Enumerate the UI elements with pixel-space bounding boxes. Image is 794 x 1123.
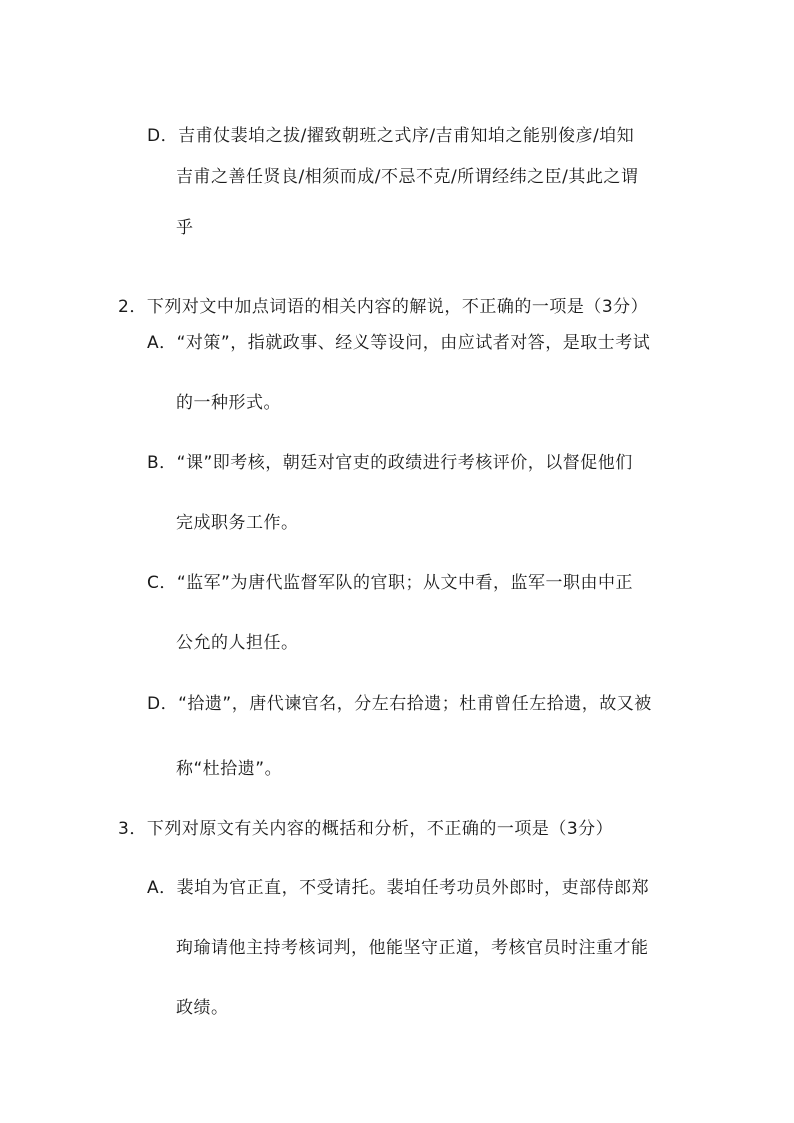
q3-option-a-line1: A．裴垍为官正直，不受请托。裴垍任考功员外郎时，吏部侍郎郑	[147, 878, 650, 898]
q2-option-a-line1: A．“对策”，指就政事、经义等设问，由应试者对答，是取士考试	[147, 333, 651, 353]
q2-option-c-line1: C．“监军”为唐代监督军队的官职；从文中看，监军一职由中正	[147, 573, 633, 593]
q2-option-b-line1: B．“课”即考核，朝廷对官吏的政绩进行考核评价，以督促他们	[147, 453, 633, 473]
q2-option-a-line2: 的一种形式。	[176, 393, 281, 413]
q3-stem: 3．下列对原文有关内容的概括和分析，不正确的一项是（3分）	[118, 819, 614, 839]
q1-option-d-line1: D．吉甫仗裴垍之拔/擢致朝班之式序/吉甫知垍之能别俊彦/垍知	[147, 126, 635, 146]
q1-option-d-line2: 吉甫之善任贤良/相须而成/不忌不克/所谓经纬之臣/其此之谓	[176, 167, 639, 187]
q2-stem: 2．下列对文中加点词语的相关内容的解说，不正确的一项是（3分）	[118, 297, 649, 317]
q3-option-a-line2: 珣瑜请他主持考核词判，他能坚守正道，考核官员时注重才能	[176, 938, 649, 958]
q1-option-d-line3: 乎	[176, 218, 194, 238]
q2-option-c-line2: 公允的人担任。	[176, 633, 299, 653]
q2-option-d-line1: D．“拾遗”，唐代谏官名，分左右拾遗；杜甫曾任左拾遗，故又被	[147, 694, 652, 714]
q3-option-a-line3: 政绩。	[176, 998, 229, 1018]
q2-option-b-line2: 完成职务工作。	[176, 513, 299, 533]
q2-option-d-line2: 称“杜拾遗”。	[176, 759, 283, 779]
